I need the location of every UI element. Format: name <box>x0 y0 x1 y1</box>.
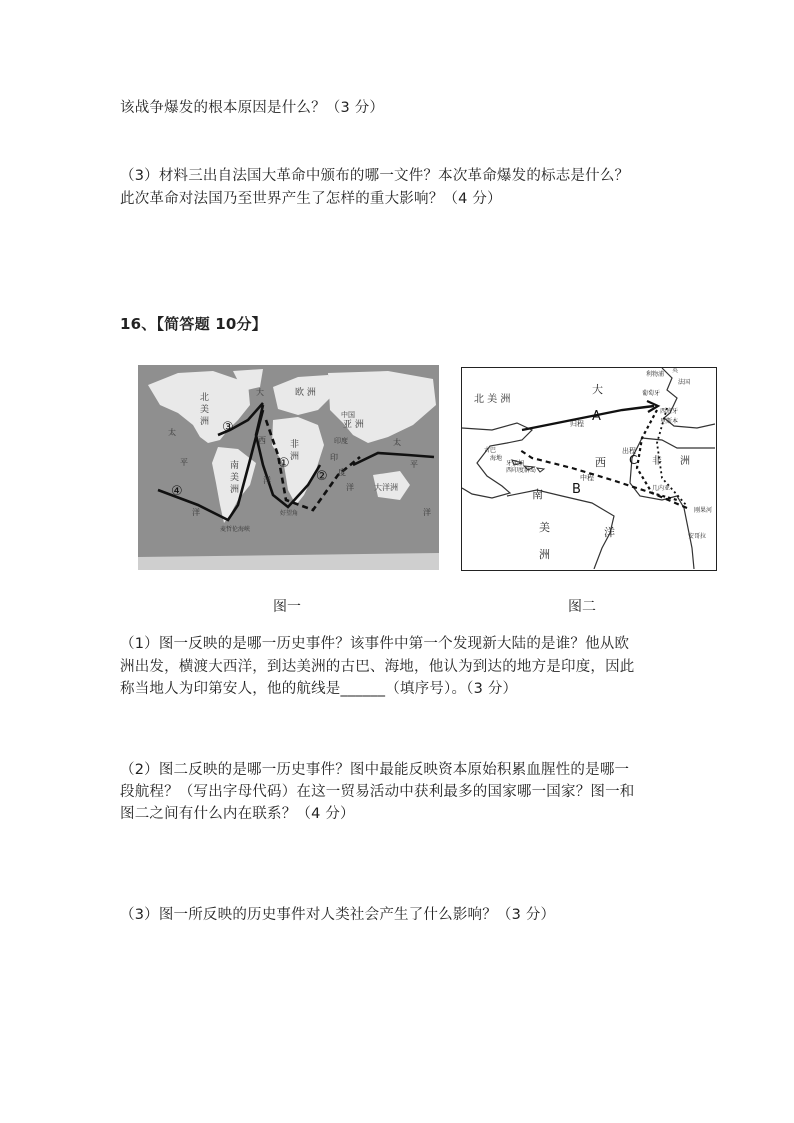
route-b-letter: B <box>572 482 581 497</box>
route-c-label: 出程 <box>622 447 636 455</box>
label-ocean-pacific-e2: 平 <box>410 460 418 469</box>
label-s-america-2: 美 <box>230 473 240 483</box>
label-africa-2: 洲 <box>290 452 300 462</box>
q16-subquestion-1-line2: 洲出发，横渡大西洋，到达美洲的古巴、海地，他认为到达的地方是印度，因此 <box>120 659 635 675</box>
label-westindies: 西印度群岛 <box>506 467 537 474</box>
q15-subquestion-3-line1: （3）材料三出自法国大革命中颁布的哪一文件？本次革命爆发的标志是什么？ <box>120 168 630 184</box>
label-ocean-pacific-e1: 太 <box>393 438 401 447</box>
label-oceania: 大洋洲 <box>374 483 398 492</box>
q15-subquestion-3-line2: 此次革命对法国乃至世界产生了怎样的重大影响？（4 分） <box>120 191 502 207</box>
route-c-letter: C <box>629 453 638 467</box>
label-africa-1: 非 <box>290 440 300 450</box>
label-china: 中国 <box>341 411 355 419</box>
label-portugal: 葡萄牙 <box>642 390 661 397</box>
label-guinea: 几内亚 <box>652 485 671 492</box>
figure-1-caption: 图一 <box>273 599 301 615</box>
label-ocean-indian-1: 印 <box>330 453 338 462</box>
q15-question-line: 该战争爆发的根本原因是什么？（3 分） <box>120 100 385 116</box>
label-n-america-2: 美 <box>200 405 210 415</box>
label-lisbon: 里斯本 <box>660 418 679 425</box>
q16-subquestion-1-line1: （1）图一反映的是哪一历史事件？该事件中第一个发现新大陆的是谁？他从欧 <box>120 636 630 652</box>
label-asia: 亚 洲 <box>343 420 364 430</box>
route-b-label: 中程 <box>580 474 594 482</box>
atlantic-map-svg <box>462 368 715 569</box>
label-spain: 西班牙 <box>660 408 679 415</box>
label-s-america-2: 美 <box>539 521 550 534</box>
label-africa-1: 非 <box>652 456 662 467</box>
route-a-letter: A <box>592 409 601 424</box>
label-france: 法国 <box>678 379 691 386</box>
q16-subquestion-2-line1: （2）图二反映的是哪一历史事件？图中最能反映资本原始积累血腥性的是哪一 <box>120 762 630 778</box>
label-ocean-3: 洋 <box>604 526 615 539</box>
label-liverpool: 利物浦 <box>646 371 665 378</box>
south-america-coast <box>507 490 614 569</box>
label-europe: 欧 洲 <box>295 388 316 398</box>
route-marker-1: ① <box>278 456 290 471</box>
q16-heading: 16、【简答题 10分】 <box>120 315 267 333</box>
label-s-america-3: 洲 <box>230 485 240 495</box>
label-congo: 刚果河 <box>694 507 713 514</box>
label-cape: 好望角 <box>280 510 299 517</box>
label-n-america: 北 美 洲 <box>474 394 511 405</box>
label-britain: 英 <box>672 368 679 374</box>
label-ocean-pacific-w2: 平 <box>180 458 188 467</box>
label-s-america-3: 洲 <box>539 548 550 561</box>
q16-subquestion-2-line2: 段航程？（写出字母代码）在这一贸易活动中获利最多的国家哪一国家？图一和 <box>120 784 635 800</box>
route-a-line <box>522 406 654 430</box>
route-marker-3: ③ <box>222 420 234 435</box>
q16-subquestion-1-line3: 称当地人为印第安人，他的航线是______（填序号）。（3 分） <box>120 681 518 697</box>
map-figure-1 <box>138 365 439 570</box>
figure-2-caption: 图二 <box>568 599 596 615</box>
world-map-svg <box>138 365 439 570</box>
label-ocean-pacific-w1: 太 <box>168 428 176 437</box>
label-cuba: 古巴 <box>484 447 497 454</box>
label-s-america-1: 南 <box>230 461 240 471</box>
label-n-america-3: 洲 <box>200 417 210 427</box>
label-jamaica: 牙买加 <box>506 460 525 467</box>
label-africa-2: 洲 <box>680 456 690 467</box>
map-figure-2 <box>461 367 717 571</box>
africa-coast <box>630 438 715 569</box>
q16-subquestion-3-line1: （3）图一所反映的历史事件对人类社会产生了什么影响？（3 分） <box>120 907 556 923</box>
route-marker-2: ② <box>316 469 328 484</box>
label-s-america-1: 南 <box>532 488 543 501</box>
route-marker-4: ④ <box>171 484 183 499</box>
label-ocean-pacific-w3: 洋 <box>192 508 200 517</box>
label-n-america-1: 北 <box>200 393 210 403</box>
label-ocean-pacific-e3: 洋 <box>423 508 431 517</box>
label-india: 印度 <box>334 437 348 445</box>
label-ocean-1: 大 <box>592 383 603 396</box>
label-ocean-atlantic-1: 大 <box>256 388 264 397</box>
label-ocean-2: 西 <box>595 456 606 469</box>
q16-subquestion-2-line3: 图二之间有什么内在联系？（4 分） <box>120 806 355 822</box>
label-ocean-indian-3: 洋 <box>346 483 354 492</box>
label-magellan: 麦哲伦海峡 <box>220 526 251 533</box>
label-ocean-atlantic-3: 洋 <box>263 476 271 485</box>
label-angola: 安哥拉 <box>688 533 707 540</box>
route-a-label: 归程 <box>570 420 584 428</box>
label-haiti: 海地 <box>490 455 503 462</box>
label-ocean-atlantic-2: 西 <box>258 436 266 445</box>
label-ocean-indian-2: 度 <box>338 468 346 477</box>
